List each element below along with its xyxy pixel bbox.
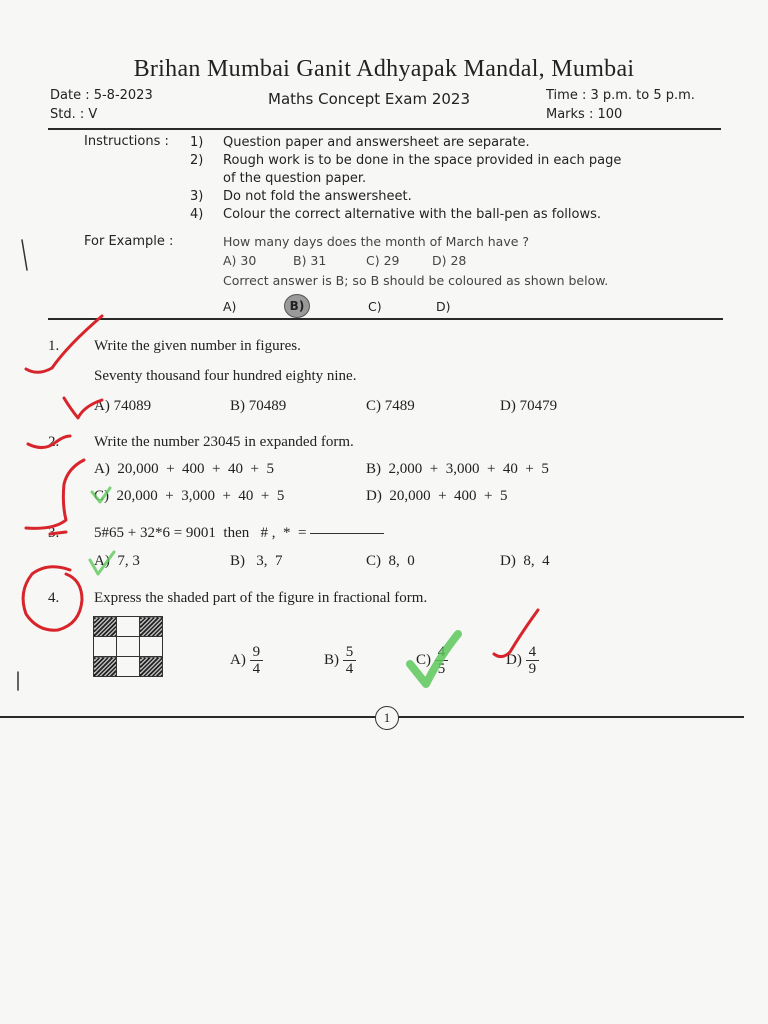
fraction: $\frac{4}{5}$: [435, 644, 449, 677]
question-2-option-d: D) 20,000 + 400 + 5: [366, 488, 508, 504]
red-squiggle-mark: [26, 460, 84, 528]
exam-date: Date : 5-8-2023: [50, 88, 153, 103]
exam-time: Time : 3 p.m. to 5 p.m.: [546, 88, 695, 103]
example-note: Correct answer is B; so B should be coloured as shown below.: [223, 273, 609, 288]
question-2-option-b: B) 2,000 + 3,000 + 40 + 5: [366, 461, 549, 477]
question-3-option-c: C) 8, 0: [366, 553, 415, 569]
red-circle-mark: [23, 567, 82, 630]
question-4-number: 4.: [48, 590, 60, 606]
question-2-option-c: C) 20,000 + 3,000 + 40 + 5: [94, 488, 285, 504]
exam-marks: Marks : 100: [546, 107, 623, 122]
question-1-option-a: A) 74089: [94, 398, 152, 414]
pencil-margin-mark: [22, 240, 27, 270]
example-options: A) 30 B) 31 C) 29 D) 28: [223, 253, 467, 268]
question-1-subtext: Seventy thousand four hundred eighty nine.: [94, 368, 357, 384]
example-question: How many days does the month of March have ?: [223, 234, 530, 249]
red-check-mark: [50, 532, 66, 534]
fraction: $\frac{9}{4}$: [250, 644, 264, 677]
red-check-mark: [494, 610, 538, 657]
example-bubble-d: D): [436, 299, 451, 314]
exam-title: Maths Concept Exam 2023: [268, 90, 471, 108]
instruction-item: 4) Colour the correct alternative with the ball-pen as follows.: [190, 207, 602, 222]
question-1-option-c: C) 7489: [366, 398, 415, 414]
question-4-option-c: C) $\frac{4}{5}$: [416, 644, 448, 677]
question-1-number: 1.: [48, 338, 60, 354]
question-1-option-d: D) 70479: [500, 398, 558, 414]
green-check-mark: [92, 488, 110, 502]
question-4-option-d: D) $\frac{4}{9}$: [506, 644, 539, 677]
question-2-text: Write the number 23045 in expanded form.: [94, 434, 354, 450]
standard: Std. : V: [50, 107, 98, 122]
red-check-mark: [64, 398, 102, 418]
instructions-label: Instructions :: [84, 134, 169, 149]
instruction-item: 2) Rough work is to be done in the space provided in each page: [190, 153, 622, 168]
question-3-option-d: D) 8, 4: [500, 553, 550, 569]
example-bubble-a: A): [223, 299, 237, 314]
fraction: $\frac{5}{4}$: [343, 644, 357, 677]
instruction-item: 3) Do not fold the answersheet.: [190, 189, 412, 204]
question-1-text: Write the given number in figures.: [94, 338, 301, 354]
question-4-option-b: B) $\frac{5}{4}$: [324, 644, 356, 677]
example-label: For Example :: [84, 234, 174, 249]
question-3-option-b: B) 3, 7: [230, 553, 283, 569]
page-number: 1: [375, 706, 399, 730]
org-title: Brihan Mumbai Ganit Adhyapak Mandal, Mumbai: [133, 56, 635, 82]
question-2-number: 2.: [48, 434, 60, 450]
question-2-option-a: A) 20,000 + 400 + 40 + 5: [94, 461, 274, 477]
green-check-mark: [410, 634, 458, 684]
instruction-item: of the question paper.: [223, 171, 367, 186]
example-bubble-c: C): [368, 299, 382, 314]
question-3-text: 5#65 + 32*6 = 9001 then # , * =: [94, 525, 384, 542]
question-1-option-b: B) 70489: [230, 398, 287, 414]
red-check-mark: [26, 316, 102, 372]
instruction-item: 1) Question paper and answersheet are separate.: [190, 135, 530, 150]
question-4-text: Express the shaded part of the figure in fractional form.: [94, 590, 428, 606]
fraction: $\frac{4}{9}$: [526, 644, 540, 677]
green-check-mark: [90, 552, 114, 574]
red-check-mark: [28, 436, 70, 448]
question-4-option-a: A) $\frac{9}{4}$: [230, 644, 263, 677]
example-bubble-b-filled: B): [284, 294, 310, 318]
question-3-number: 3.: [48, 525, 60, 541]
question-3-option-a: A) 7, 3: [94, 553, 140, 569]
